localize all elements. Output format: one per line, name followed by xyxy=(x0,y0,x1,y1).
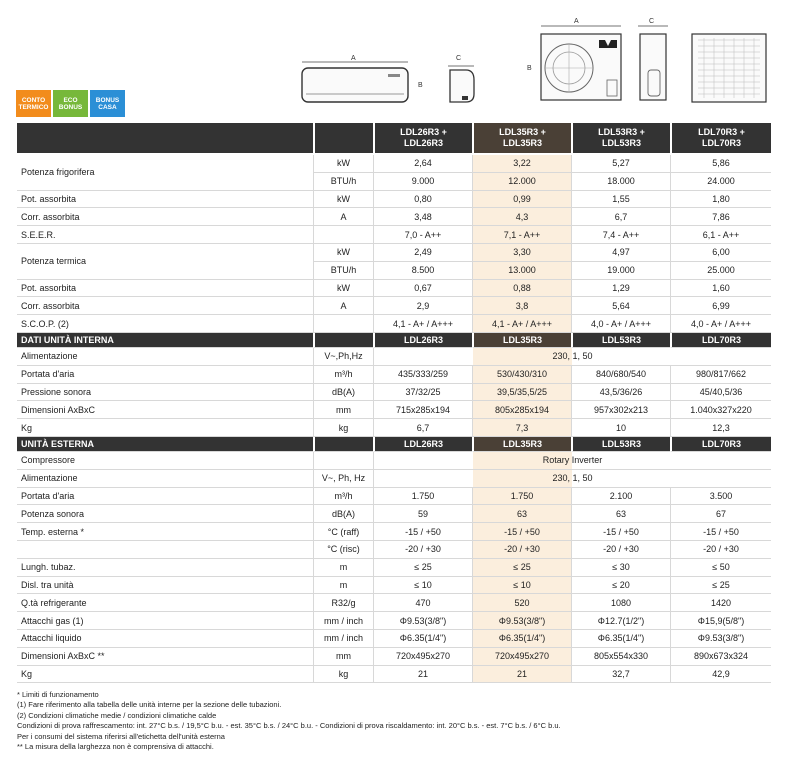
spec-table xyxy=(17,123,771,683)
row-label: Corr. assorbita xyxy=(17,297,313,315)
row-value: 1420 xyxy=(670,594,771,612)
row-label: Temp. esterna * xyxy=(17,523,313,541)
row-label xyxy=(17,541,313,559)
row-value: 530/430/310 xyxy=(472,366,571,384)
outdoor-dim-b: B xyxy=(527,65,532,72)
row-value: 1.750 xyxy=(472,488,571,506)
model-header: LDL70R3 xyxy=(670,437,771,452)
row-unit: m xyxy=(313,559,373,577)
row-value: 13.000 xyxy=(472,262,571,280)
row-value: -20 / +30 xyxy=(373,541,472,559)
row-value: 2,9 xyxy=(373,297,472,315)
row-value: 6,99 xyxy=(670,297,771,315)
row-value: 8.500 xyxy=(373,262,472,280)
row-value: 957x302x213 xyxy=(571,401,670,419)
row-value: 7,86 xyxy=(670,208,771,226)
indoor-dim-c: C xyxy=(456,55,462,62)
table-row xyxy=(17,488,771,506)
row-value: 12.000 xyxy=(472,173,571,191)
row-value: 4,1 - A+ / A+++ xyxy=(373,315,472,333)
table-row xyxy=(17,155,771,173)
indoor-dim-b: B xyxy=(418,82,423,89)
row-value: 37/32/25 xyxy=(373,384,472,402)
badge-eco-bonus: ECO BONUS xyxy=(53,90,88,117)
section-outdoor-header xyxy=(17,437,771,452)
table-row xyxy=(17,315,771,333)
row-value: 720x495x270 xyxy=(472,648,571,666)
row-value: -15 / +50 xyxy=(670,523,771,541)
model-header: LDL35R3 xyxy=(472,333,571,348)
row-value: ≤ 10 xyxy=(472,577,571,595)
row-unit: R32/g xyxy=(313,594,373,612)
row-label: Dimensioni AxBxC ** xyxy=(17,648,313,666)
row-label: S.E.E.R. xyxy=(17,226,313,244)
row-unit: kW xyxy=(313,155,373,173)
row-unit: BTU/h xyxy=(313,173,373,191)
row-unit: mm xyxy=(313,648,373,666)
incentive-badges xyxy=(16,90,125,117)
row-unit: mm / inch xyxy=(313,612,373,630)
row-value: 2,49 xyxy=(373,244,472,262)
table-row xyxy=(17,297,771,315)
row-value: 840/680/540 xyxy=(571,366,670,384)
row-value: 715x285x194 xyxy=(373,401,472,419)
model-header: LDL53R3 xyxy=(571,333,670,348)
table-row xyxy=(17,648,771,666)
row-value: 470 xyxy=(373,594,472,612)
table-row xyxy=(17,226,771,244)
row-value: 5,64 xyxy=(571,297,670,315)
row-value: ≤ 25 xyxy=(670,577,771,595)
row-value: Φ6.35(1/4") xyxy=(373,630,472,648)
row-value: 6,00 xyxy=(670,244,771,262)
row-unit: m³/h xyxy=(313,366,373,384)
row-value: 7,1 - A++ xyxy=(472,226,571,244)
row-value: 45/40,5/36 xyxy=(670,384,771,402)
section-outdoor-header-unit xyxy=(313,437,373,452)
table-row xyxy=(17,191,771,209)
row-value: -15 / +50 xyxy=(472,523,571,541)
indoor-dim-a: A xyxy=(351,55,356,62)
row-unit: kg xyxy=(313,666,373,684)
row-value: 24.000 xyxy=(670,173,771,191)
table-row xyxy=(17,366,771,384)
row-unit: m³/h xyxy=(313,488,373,506)
row-value: ≤ 25 xyxy=(373,559,472,577)
row-label: Pot. assorbita xyxy=(17,191,313,209)
model-header: LDL35R3 xyxy=(472,437,571,452)
row-value: ≤ 50 xyxy=(670,559,771,577)
row-value: Φ9.53(3/8") xyxy=(670,630,771,648)
row-value: 63 xyxy=(472,505,571,523)
row-value: Φ15,9(5/8") xyxy=(670,612,771,630)
table-row xyxy=(17,470,771,488)
table-row xyxy=(17,666,771,684)
row-value: 32,7 xyxy=(571,666,670,684)
row-value: 1,29 xyxy=(571,280,670,298)
section-indoor-header-unit xyxy=(313,333,373,348)
table-row xyxy=(17,348,771,366)
row-value: 25.000 xyxy=(670,262,771,280)
row-value: 1.040x327x220 xyxy=(670,401,771,419)
row-value: 0,67 xyxy=(373,280,472,298)
row-label: Kg xyxy=(17,419,313,437)
badge-bonus-casa: BONUS CASA xyxy=(90,90,125,117)
section-indoor-header xyxy=(17,333,771,348)
row-value: 6,7 xyxy=(571,208,670,226)
row-value: 3,8 xyxy=(472,297,571,315)
table-row xyxy=(17,559,771,577)
row-value: 3.500 xyxy=(670,488,771,506)
table-row xyxy=(17,452,771,470)
table-row xyxy=(17,523,771,541)
row-label: Potenza sonora xyxy=(17,505,313,523)
row-value: 6,7 xyxy=(373,419,472,437)
row-value: 520 xyxy=(472,594,571,612)
row-value: 19.000 xyxy=(571,262,670,280)
row-unit: V~,Ph,Hz xyxy=(313,348,373,366)
footnote: (2) Condizioni climatiche medie / condizioni climatiche calde xyxy=(17,710,217,720)
row-label: Q.tà refrigerante xyxy=(17,594,313,612)
table-row xyxy=(17,244,771,262)
row-value: 6,1 - A++ xyxy=(670,226,771,244)
row-value: 63 xyxy=(571,505,670,523)
row-value: 4,3 xyxy=(472,208,571,226)
row-value: 3,30 xyxy=(472,244,571,262)
model-header: LDL53R3 + LDL53R3 xyxy=(571,123,670,155)
row-unit: BTU/h xyxy=(313,262,373,280)
outdoor-dim-c: C xyxy=(649,18,655,25)
row-unit: V~, Ph, Hz xyxy=(313,470,373,488)
row-unit xyxy=(313,226,373,244)
row-label: Potenza frigorifera xyxy=(17,155,313,191)
outdoor-unit-side-drawing xyxy=(634,24,674,106)
indoor-unit-side-drawing xyxy=(446,64,476,108)
row-label: Dimensioni AxBxC xyxy=(17,401,313,419)
table-header xyxy=(17,123,771,155)
row-value: 7,3 xyxy=(472,419,571,437)
row-value: 12,3 xyxy=(670,419,771,437)
row-value: 43,5/36/26 xyxy=(571,384,670,402)
row-value: 4,1 - A+ / A+++ xyxy=(472,315,571,333)
section-outdoor-header-title: UNITÀ ESTERNA xyxy=(17,437,313,452)
row-label: Potenza termica xyxy=(17,244,313,280)
row-value: Φ6.35(1/4") xyxy=(472,630,571,648)
row-value: 720x495x270 xyxy=(373,648,472,666)
row-label: Disl. tra unità xyxy=(17,577,313,595)
row-value: ≤ 30 xyxy=(571,559,670,577)
row-label: Lungh. tubaz. xyxy=(17,559,313,577)
row-value: -20 / +30 xyxy=(571,541,670,559)
table-header-unit xyxy=(313,123,373,155)
row-value: 805x285x194 xyxy=(472,401,571,419)
section-indoor-header-title: DATI UNITÀ INTERNA xyxy=(17,333,313,348)
row-value: 21 xyxy=(373,666,472,684)
row-unit: m xyxy=(313,577,373,595)
row-value: ≤ 20 xyxy=(571,577,670,595)
outdoor-dim-a: A xyxy=(574,18,579,25)
row-unit: mm xyxy=(313,401,373,419)
row-value: 7,0 - A++ xyxy=(373,226,472,244)
badge-conto-termico: CONTO TERMICO xyxy=(16,90,51,117)
row-unit: °C (risc) xyxy=(313,541,373,559)
table-row xyxy=(17,419,771,437)
row-unit: A xyxy=(313,208,373,226)
row-unit: A xyxy=(313,297,373,315)
outdoor-unit-back-drawing xyxy=(690,30,770,106)
row-unit xyxy=(313,452,373,470)
row-value: 42,9 xyxy=(670,666,771,684)
footnote: * Limiti di funzionamento xyxy=(17,690,99,699)
row-label: Portata d'aria xyxy=(17,366,313,384)
model-header: LDL26R3 + LDL26R3 xyxy=(373,123,472,155)
row-value: 9.000 xyxy=(373,173,472,191)
row-value: 5,27 xyxy=(571,155,670,173)
row-value: -15 / +50 xyxy=(571,523,670,541)
row-value: 0,99 xyxy=(472,191,571,209)
row-value: 2,64 xyxy=(373,155,472,173)
row-value: ≤ 10 xyxy=(373,577,472,595)
footnote: (1) Fare riferimento alla tabella delle unità interne per la sezione delle tubazioni. xyxy=(17,700,282,710)
row-value: 805x554x330 xyxy=(571,648,670,666)
table-row xyxy=(17,541,771,559)
table-header-title xyxy=(17,123,313,155)
row-label: Pressione sonora xyxy=(17,384,313,402)
row-value: 230, 1, 50 xyxy=(373,348,771,366)
row-value: 1,60 xyxy=(670,280,771,298)
row-unit: dB(A) xyxy=(313,384,373,402)
row-unit: kW xyxy=(313,280,373,298)
row-label: S.C.O.P. (2) xyxy=(17,315,313,333)
row-value: ≤ 25 xyxy=(472,559,571,577)
row-value: 1080 xyxy=(571,594,670,612)
row-unit: kg xyxy=(313,419,373,437)
footnote: ** La misura della larghezza non è comprensiva di attacchi. xyxy=(17,742,214,752)
row-value: 1.750 xyxy=(373,488,472,506)
table-row xyxy=(17,401,771,419)
row-value: 10 xyxy=(571,419,670,437)
row-value: 3,22 xyxy=(472,155,571,173)
row-label: Attacchi gas (1) xyxy=(17,612,313,630)
model-header: LDL70R3 + LDL70R3 xyxy=(670,123,771,155)
row-label: Corr. assorbita xyxy=(17,208,313,226)
row-value: 21 xyxy=(472,666,571,684)
row-value: 980/817/662 xyxy=(670,366,771,384)
row-value: 67 xyxy=(670,505,771,523)
row-value: 59 xyxy=(373,505,472,523)
table-row xyxy=(17,577,771,595)
row-value: 18.000 xyxy=(571,173,670,191)
row-value: -20 / +30 xyxy=(472,541,571,559)
row-value: -15 / +50 xyxy=(373,523,472,541)
row-value: 7,4 - A++ xyxy=(571,226,670,244)
row-unit: dB(A) xyxy=(313,505,373,523)
row-value: 4,0 - A+ / A+++ xyxy=(670,315,771,333)
table-row xyxy=(17,505,771,523)
row-label: Attacchi liquido xyxy=(17,630,313,648)
row-label: Portata d'aria xyxy=(17,488,313,506)
row-value: Φ6.35(1/4") xyxy=(571,630,670,648)
row-value: 5,86 xyxy=(670,155,771,173)
row-value: Φ12.7(1/2") xyxy=(571,612,670,630)
row-value: 0,88 xyxy=(472,280,571,298)
row-value: -20 / +30 xyxy=(670,541,771,559)
table-row xyxy=(17,612,771,630)
row-value: 0,80 xyxy=(373,191,472,209)
row-value: 4,97 xyxy=(571,244,670,262)
model-header: LDL53R3 xyxy=(571,437,670,452)
row-value: 435/333/259 xyxy=(373,366,472,384)
row-value: 2.100 xyxy=(571,488,670,506)
row-label: Alimentazione xyxy=(17,348,313,366)
model-header: LDL70R3 xyxy=(670,333,771,348)
row-unit: kW xyxy=(313,244,373,262)
row-unit: mm / inch xyxy=(313,630,373,648)
table-row xyxy=(17,280,771,298)
row-value: 890x673x324 xyxy=(670,648,771,666)
row-unit: °C (raff) xyxy=(313,523,373,541)
table-row xyxy=(17,630,771,648)
row-value: 1,55 xyxy=(571,191,670,209)
model-header: LDL26R3 xyxy=(373,437,472,452)
row-value: Φ9.53(3/8") xyxy=(472,612,571,630)
table-row xyxy=(17,594,771,612)
row-label: Pot. assorbita xyxy=(17,280,313,298)
row-value: 4,0 - A+ / A+++ xyxy=(571,315,670,333)
row-unit: kW xyxy=(313,191,373,209)
row-unit xyxy=(313,315,373,333)
table-row xyxy=(17,208,771,226)
model-header: LDL35R3 + LDL35R3 xyxy=(472,123,571,155)
row-value: 39,5/35,5/25 xyxy=(472,384,571,402)
footnotes xyxy=(17,690,561,752)
table-row xyxy=(17,384,771,402)
row-label: Kg xyxy=(17,666,313,684)
model-header: LDL26R3 xyxy=(373,333,472,348)
row-label: Compressore xyxy=(17,452,313,470)
row-value: 230, 1, 50 xyxy=(373,470,771,488)
footnote: Per i consumi del sistema riferirsi all'etichetta dell'unità esterna xyxy=(17,731,225,741)
row-value: Rotary Inverter xyxy=(373,452,771,470)
row-value: 1,80 xyxy=(670,191,771,209)
row-value: Φ9.53(3/8") xyxy=(373,612,472,630)
row-value: 3,48 xyxy=(373,208,472,226)
outdoor-unit-front-drawing xyxy=(535,24,625,106)
footnote: Condizioni di prova raffrescamento: int. 27°C b.s. / 19,5°C b.u. - est. 35°C b.s. / 24°C b.u. - Condizioni di prova riscaldamento: int. 20°C b.s. - est. 7°C b.s. / 6°C b.u. xyxy=(17,721,561,731)
row-label: Alimentazione xyxy=(17,470,313,488)
